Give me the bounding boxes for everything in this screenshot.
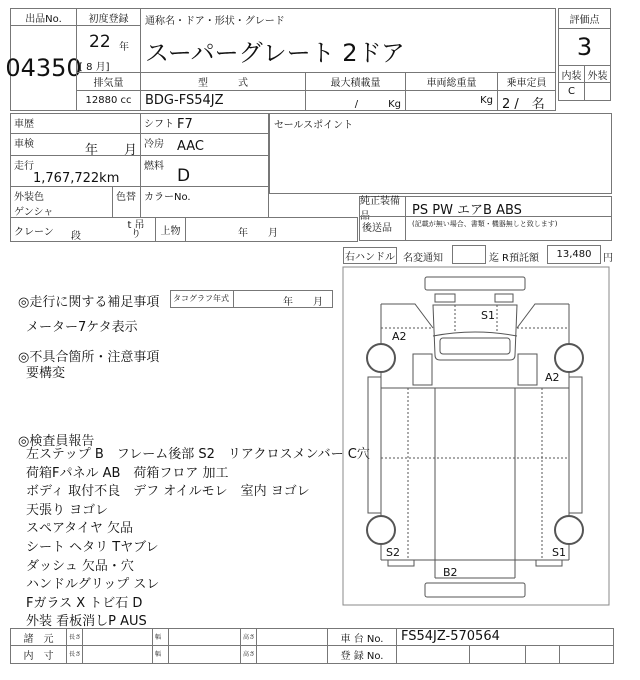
report-line: 外装 看板消しP AUS (26, 614, 147, 630)
report-line: スペアタイヤ 欠品 (26, 521, 133, 537)
windshield (440, 338, 510, 354)
shift: F7 (177, 117, 193, 132)
tacho-date: 年 月 (283, 297, 323, 308)
headlight-left (435, 294, 455, 302)
reg-month: [ 8 月] (79, 62, 110, 73)
mudflap-left (388, 560, 414, 566)
interior-label: 内装 (558, 65, 585, 83)
length-label: 長さ (69, 651, 82, 658)
reg-no-label: 登 録 No. (327, 645, 397, 664)
reg-no-cell (469, 645, 526, 664)
mileage-label: 走行 (14, 161, 34, 172)
report-line: 左ステップ B フレーム後部 S2 リアクロスメンバー C穴 (26, 447, 370, 462)
crane-stage: 段 (71, 231, 81, 242)
mudflap-right (536, 560, 562, 566)
vehicle-name: スーパーグレート 2ドア (145, 39, 405, 67)
tacho-label: タコグラフ年式 (173, 291, 234, 307)
reg-no-cell (525, 645, 560, 664)
damage-mark: A2 (392, 330, 407, 343)
step-left (368, 377, 381, 513)
mirror-right (518, 354, 537, 385)
report-line: シート ヘタリ Tヤブレ (26, 539, 159, 555)
recycle-amount: 13,480 (547, 245, 601, 264)
damage-mark: A2 (545, 371, 560, 384)
wheel-rear-right (555, 516, 583, 544)
damage-mark: S2 (386, 546, 400, 559)
later-note: (記載が無い場合、書類・機器無しと致します) (405, 216, 612, 241)
mirror-left (413, 354, 432, 385)
report-line: ダッシュ 欠品・穴 (26, 558, 134, 574)
driving-label: ◎走行に関する補足事項 (18, 295, 160, 310)
shift-label: シフト (144, 119, 174, 130)
chassis-number: FS54JZ-570564 (396, 628, 614, 646)
rhd-badge: 右ハンドル (343, 247, 397, 264)
report-line: 荷箱Fパネル AB 荷箱フロア 加工 (26, 465, 229, 481)
color-change-label: 色替 (116, 192, 136, 203)
reg-no-cell (396, 645, 470, 664)
fuel: D (177, 166, 191, 186)
dimension-grid (66, 628, 328, 664)
until-label: 迄 (489, 253, 499, 264)
score-label: 評価点 (558, 8, 611, 29)
color-label: 外装色 (14, 192, 44, 203)
lot-number: 04350 (10, 25, 77, 111)
gross-label: 車両総重量 (405, 72, 498, 91)
mileage: 1,767,722km (33, 171, 120, 186)
wheel-rear-left (367, 516, 395, 544)
exterior-label: 外装 (584, 65, 611, 83)
reg-year: 22 (89, 32, 111, 52)
step-right (569, 377, 582, 513)
max-load: / Kg (305, 90, 406, 111)
crane-ton: t 吊り (127, 220, 145, 240)
gross-weight: Kg (405, 90, 498, 111)
inspection: 年 月 (85, 143, 138, 158)
interior-grade: C (558, 82, 585, 101)
damage-mark: S1 (481, 309, 495, 322)
equipment-label: 純正装備品 (359, 196, 406, 217)
reg-no-cell (559, 645, 614, 664)
year-unit: 年 (119, 42, 129, 53)
ac-label: 冷房 (144, 139, 164, 150)
front-bumper (425, 277, 525, 290)
report-line: Fガラス X トビ石 D (26, 595, 143, 611)
rear-bumper (425, 583, 525, 597)
first-reg-label: 初度登録 (76, 8, 141, 26)
height-label: 高さ (243, 651, 256, 658)
damage-mark: B2 (443, 566, 458, 579)
displacement-label: 排気量 (76, 72, 141, 91)
spec-label: 諸 元 (10, 628, 67, 646)
inspector-label: ◎検査員報告 (18, 434, 95, 449)
fender-lines (381, 304, 569, 328)
displacement: 12880 cc (76, 90, 141, 111)
equipment: PS PW エアB ABS (405, 196, 612, 217)
capacity-label: 乗車定員 (497, 72, 556, 91)
height-label: 高さ (243, 634, 256, 641)
max-load-label: 最大積載量 (305, 72, 406, 91)
recycle-label: R預託額 (502, 253, 539, 264)
name-change-label: 名変通知 (403, 253, 443, 264)
fuel-label: 燃料 (144, 161, 164, 172)
model: BDG-FS54JZ (140, 90, 306, 111)
report-line: 天張り ヨゴレ (26, 502, 109, 518)
later-label: 後送品 (359, 216, 406, 241)
body-label: 上物 (155, 217, 186, 242)
lot-label: 出品No. (10, 8, 77, 26)
chassis-label: 車 台 No. (327, 628, 397, 646)
report-line: ハンドルグリップ スレ (26, 577, 160, 593)
defect-label: ◎不具合箇所・注意事項 (18, 350, 160, 365)
color-no-label: カラーNo. (144, 192, 191, 203)
report-line: ボディ 取付不良 デフ オイルモレ 室内 ヨゴレ (26, 484, 310, 500)
length-label: 長さ (69, 634, 82, 641)
name-label: 通称名・ドア・形状・グレード (145, 16, 285, 27)
wheel-front-right (555, 344, 583, 372)
width-label: 幅 (155, 651, 162, 658)
driving-note: メーター7ケタ表示 (26, 320, 138, 335)
capacity: 2 / 名 (497, 90, 556, 111)
ac: AAC (177, 139, 204, 154)
inspection-label: 車検 (14, 139, 34, 150)
yen-label: 円 (603, 253, 613, 264)
cab-line (433, 332, 517, 336)
color: ゲンシャ (14, 207, 54, 218)
wheel-front-left (367, 344, 395, 372)
defect-note: 要構変 (26, 366, 66, 381)
body-date: 年 月 (185, 217, 358, 242)
inner-label: 内 寸 (10, 645, 67, 664)
score: 3 (558, 28, 611, 66)
headlight-right (495, 294, 513, 302)
damage-mark: S1 (552, 546, 566, 559)
sales-point-label: セールスポイント (274, 120, 354, 131)
crane-label: クレーン (14, 227, 54, 238)
width-label: 幅 (155, 634, 162, 641)
history-label: 車歴 (14, 119, 34, 130)
model-label: 型 式 (140, 72, 306, 91)
